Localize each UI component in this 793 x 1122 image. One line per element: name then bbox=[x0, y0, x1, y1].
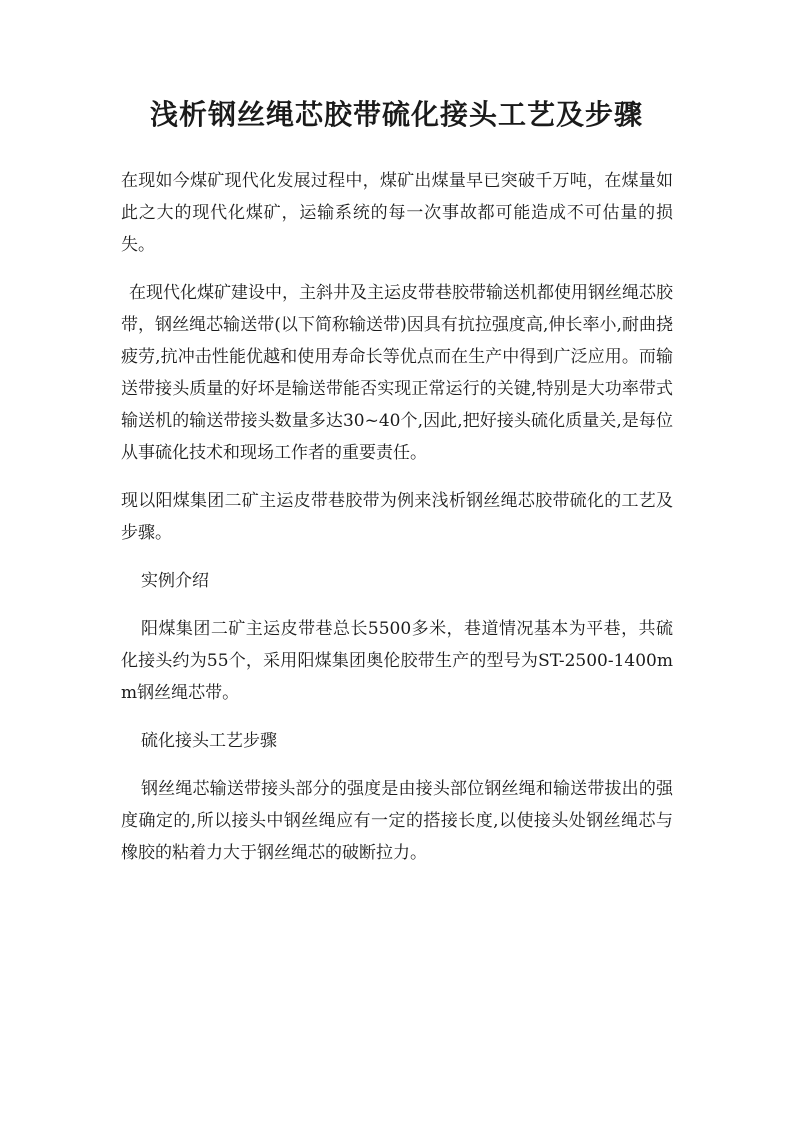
paragraph-example-intro: 现以阳煤集团二矿主运皮带巷胶带为例来浅析钢丝绳芯胶带硫化的工艺及步骤。 bbox=[121, 491, 673, 543]
paragraph-steps-detail: 钢丝绳芯输送带接头部分的强度是由接头部位钢丝绳和输送带拔出的强度确定的,所以接头中钢丝绳应有一定的搭接长度,以使接头处钢丝绳芯与橡胶的粘着力大于钢丝绳芯的破断拉力。 bbox=[121, 779, 673, 863]
document-title: 浅析钢丝绳芯胶带硫化接头工艺及步骤 bbox=[149, 98, 643, 131]
section-heading-example: 实例介绍 bbox=[141, 571, 209, 591]
paragraph-intro: 在现如今煤矿现代化发展过程中，煤矿出煤量早已突破千万吨，在煤量如此之大的现代化煤矿，运输系统的每一次事故都可能造成不可估量的损失。 bbox=[121, 171, 673, 255]
section-heading-steps: 硫化接头工艺步骤 bbox=[141, 731, 277, 751]
paragraph-background: 在现代化煤矿建设中，主斜井及主运皮带巷胶带输送机都使用钢丝绳芯胶带，钢丝绳芯输送带(以下简称输送带)因具有抗拉强度高,伸长率小,耐曲挠疲劳,抗冲击性能优越和使用寿命长等优点而在生产中得到广泛应用。而输送带接头质量的好坏是输送带能否实现正常运行的关键,特别是大功率带式输送机的输送带接头数量多达30~40个,因此,把好接头硫化质量关,是每位从事硫化技术和现场工作者的重要责任。 bbox=[121, 283, 673, 463]
paragraph-example-detail: 阳煤集团二矿主运皮带巷总长5500多米，巷道情况基本为平巷，共硫化接头约为55个，采用阳煤集团奥伦胶带生产的型号为ST-2500-1400mm钢丝绳芯带。 bbox=[121, 619, 673, 703]
document-body bbox=[121, 165, 673, 885]
